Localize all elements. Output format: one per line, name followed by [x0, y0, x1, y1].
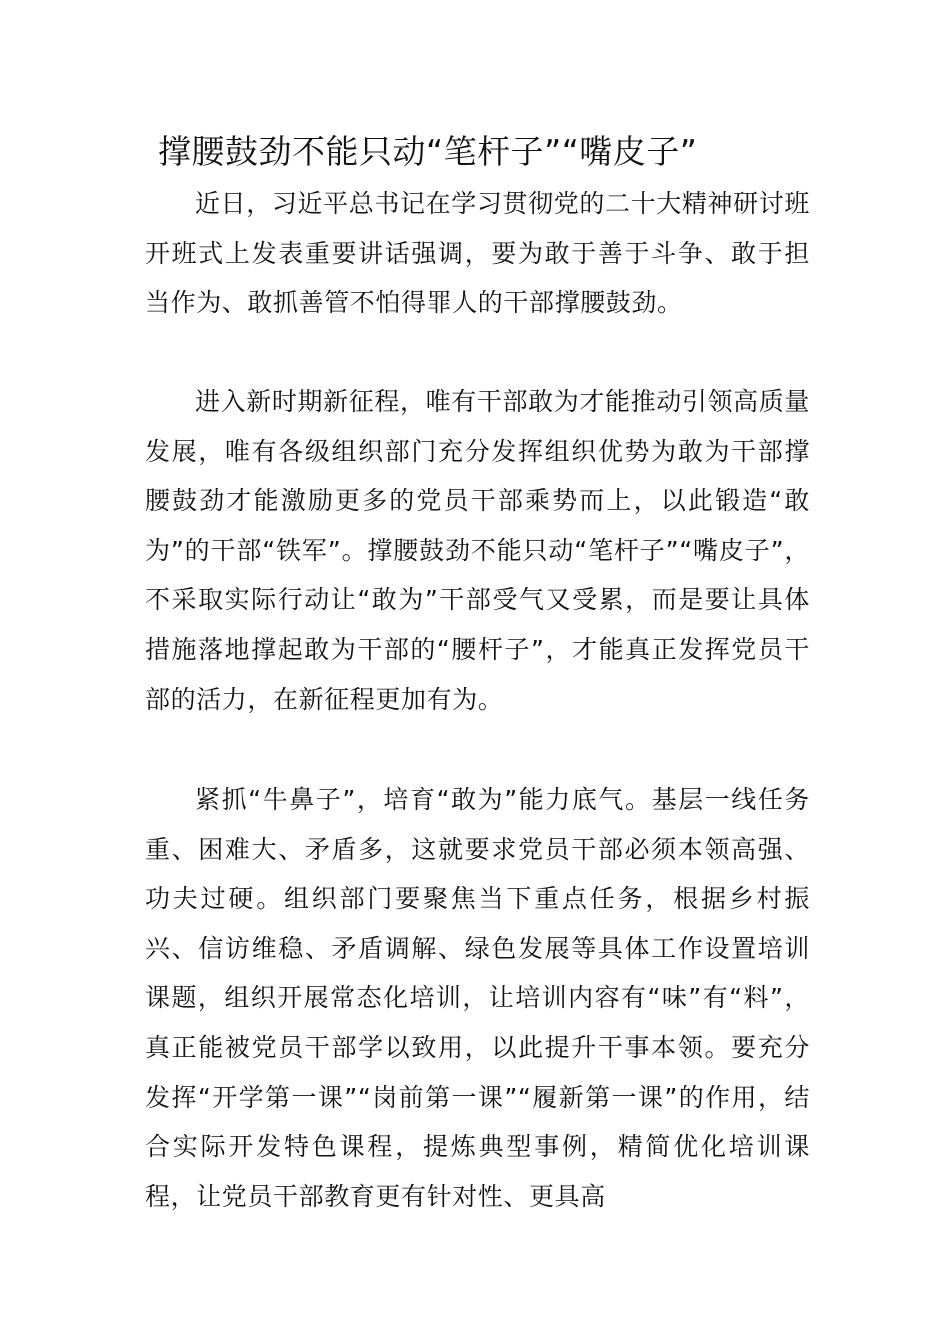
paragraph-1: 近日，习近平总书记在学习贯彻党的二十大精神研讨班开班式上发表重要讲话强调，要为敢于善于斗争、敢于担当作为、敢抓善管不怕得罪人的干部撑腰鼓劲。: [145, 189, 810, 318]
document-title: 撑腰鼓劲不能只动“笔杆子”“嘴皮子”: [158, 132, 698, 171]
paragraph-2: 进入新时期新征程，唯有干部敢为才能推动引领高质量发展，唯有各级组织部门充分发挥组织优势为敢为干部撑腰鼓劲才能激励更多的党员干部乘势而上，以此锻造“敢为”的干部“铁军”。撑腰鼓劲不能只动“笔杆子”“嘴皮子”，不采取实际行动让“敢为”干部受气又受累，而是要让具体措施落地撑起敢为干部的“腰杆子”，才能真正发挥党员干部的活力，在新征程更加有为。: [145, 387, 810, 714]
paragraph-3: 紧抓“牛鼻子”，培育“敢为”能力底气。基层一线任务重、困难大、矛盾多，这就要求党员干部必须本领高强、功夫过硬。组织部门要聚焦当下重点任务，根据乡村振兴、信访维稳、矛盾调解、绿色发展等具体工作设置培训课题，组织开展常态化培训，让培训内容有“味”有“料”，真正能被党员干部学以致用，以此提升干事本领。要充分发挥“开学第一课”“岗前第一课”“履新第一课”的作用，结合实际开发特色课程，提炼典型事例，精简优化培训课程，让党员干部教育更有针对性、更具高: [145, 785, 810, 1211]
